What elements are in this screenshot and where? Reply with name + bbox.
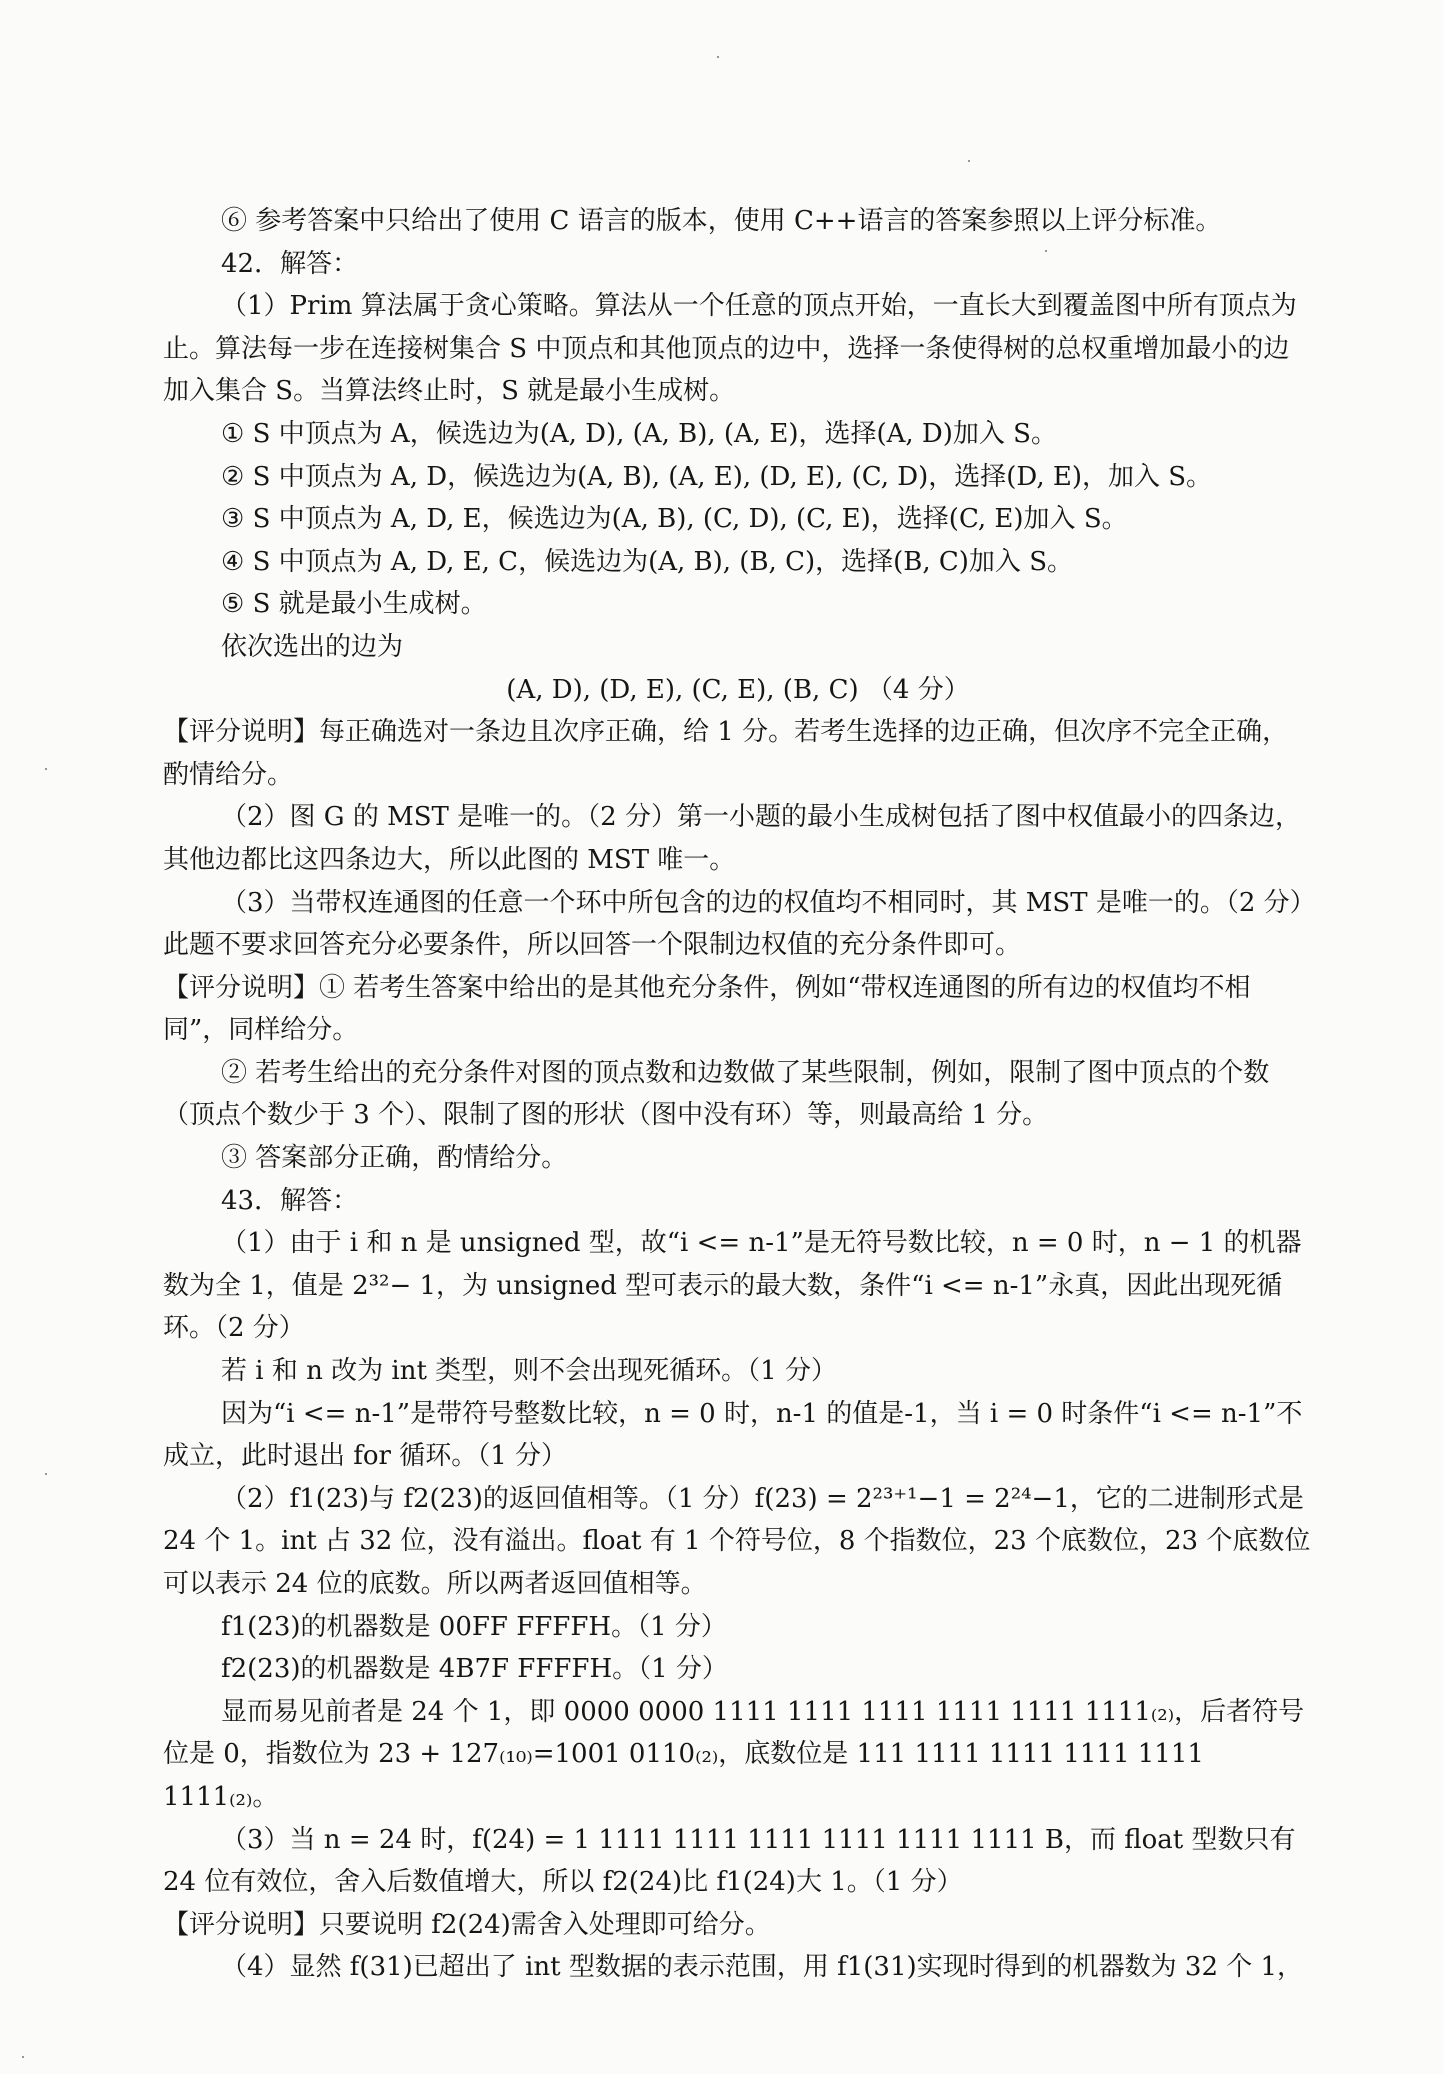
paragraph: 依次选出的边为 [221, 631, 404, 662]
paragraph: 因为“i <= n-1”是带符号整数比较，n = 0 时，n-1 的值是-1，当 i = 0 时条件“i <= n-1”不成立，此时退出 for 循环。（1 分） [163, 1398, 1303, 1472]
answer-text-body [163, 200, 1313, 1989]
paragraph: （3）当带权连通图的任意一个环中所包含的边的权值均不相同时，其 MST 是唯一的。（2 分）此题不要求回答充分必要条件，所以回答一个限制边权值的充分条件即可。 [163, 887, 1303, 961]
paragraph: 【评分说明】每正确选对一条边且次序正确，给 1 分。若考生选择的边正确，但次序不完全正确，酌情给分。 [163, 717, 1289, 790]
paragraph: 42．解答： [221, 248, 359, 279]
paragraph: （3）当 n = 24 时，f(24) = 1 1111 1111 1111 1111 1111 1111 B，而 float 型数只有 24 位有效位，舍入后数值增大，所以 f2(24)比 f1(24)大 1。（1 分） [163, 1824, 1296, 1898]
paragraph: 若 i 和 n 改为 int 类型，则不会出现死循环。（1 分） [221, 1356, 837, 1387]
paragraph: （2）图 G 的 MST 是唯一的。（2 分）第一小题的最小生成树包括了图中权值最小的四条边，其他边都比这四条边大，所以此图的 MST 唯一。 [163, 802, 1301, 875]
paragraph: （2）f1(23)与 f2(23)的返回值相等。（1 分）f(23) = 2²³⁺¹−1 = 2²⁴−1，它的二进制形式是 24 个 1。int 占 32 位，没有溢出。float 有 1 个符号位，8 个指数位，23 个底数位，23 个底数位可以表示 24 位的底数。所以两者返回值相等。 [163, 1483, 1311, 1599]
paragraph: （1）由于 i 和 n 是 unsigned 型，故“i <= n-1”是无符号数比较，n = 0 时，n − 1 的机器数为全 1，值是 2³²− 1，为 unsigned 型可表示的最大数，条件“i <= n-1”永真，因此出现死循环。（2 分） [163, 1228, 1302, 1344]
scan-speck [22, 2056, 24, 2058]
scan-speck [968, 160, 970, 162]
paragraph: f2(23)的机器数是 4B7F FFFFH。（1 分） [221, 1654, 728, 1685]
paragraph: ③ S 中顶点为 A, D, E，候选边为(A, B), (C, D), (C, E)，选择(C, E)加入 S。 [221, 504, 1128, 535]
scan-speck [45, 768, 47, 770]
paragraph: ④ S 中顶点为 A, D, E, C，候选边为(A, B), (B, C)，选择(B, C)加入 S。 [221, 546, 1074, 577]
paragraph: 【评分说明】① 若考生答案中给出的是其他充分条件，例如“带权连通图的所有边的权值均不相同”，同样给分。 [163, 972, 1251, 1046]
paragraph: 显而易见前者是 24 个 1，即 0000 0000 1111 1111 1111 1111 1111 1111₍₂₎，后者符号位是 0，指数位为 23 + 127₍₁₀₎=1001 0110₍₂₎，底数位是 111 1111 1111 1111 1111 1111₍₂₎。 [163, 1696, 1305, 1812]
paragraph: ⑥ 参考答案中只给出了使用 C 语言的版本，使用 C++语言的答案参照以上评分标准。 [221, 206, 1222, 236]
paragraph: ① S 中顶点为 A，候选边为(A, D), (A, B), (A, E)，选择(A, D)加入 S。 [221, 418, 1057, 449]
paragraph: ③ 答案部分正确，酌情给分。 [221, 1143, 568, 1174]
scan-speck [45, 1473, 47, 1475]
paragraph: (A, D), (D, E), (C, E), (B, C) （4 分） [506, 674, 970, 705]
paragraph: ② 若考生给出的充分条件对图的顶点数和边数做了某些限制，例如，限制了图中顶点的个数（顶点个数少于 3 个）、限制了图的形状（图中没有环）等，则最高给 1 分。 [163, 1057, 1270, 1131]
paragraph: （1）Prim 算法属于贪心策略。算法从一个任意的顶点开始，一直长大到覆盖图中所有顶点为止。算法每一步在连接树集合 S 中顶点和其他顶点的边中，选择一条使得树的总权重增加最小的边加入集合 S。当算法终止时，S 就是最小生成树。 [163, 291, 1297, 407]
scan-speck [717, 56, 719, 58]
paragraph: ② S 中顶点为 A, D，候选边为(A, B), (A, E), (D, E), (C, D)，选择(D, E)，加入 S。 [221, 461, 1213, 492]
paragraph: ⑤ S 就是最小生成树。 [221, 589, 487, 620]
paragraph: （4）显然 f(31)已超出了 int 型数据的表示范围，用 f1(31)实现时得到的机器数为 32 个 1， [221, 1952, 1304, 1983]
paragraph: 43．解答： [221, 1185, 359, 1216]
paragraph: f1(23)的机器数是 00FF FFFFH。（1 分） [221, 1611, 727, 1642]
paragraph: 【评分说明】只要说明 f2(24)需舍入处理即可给分。 [163, 1909, 771, 1940]
